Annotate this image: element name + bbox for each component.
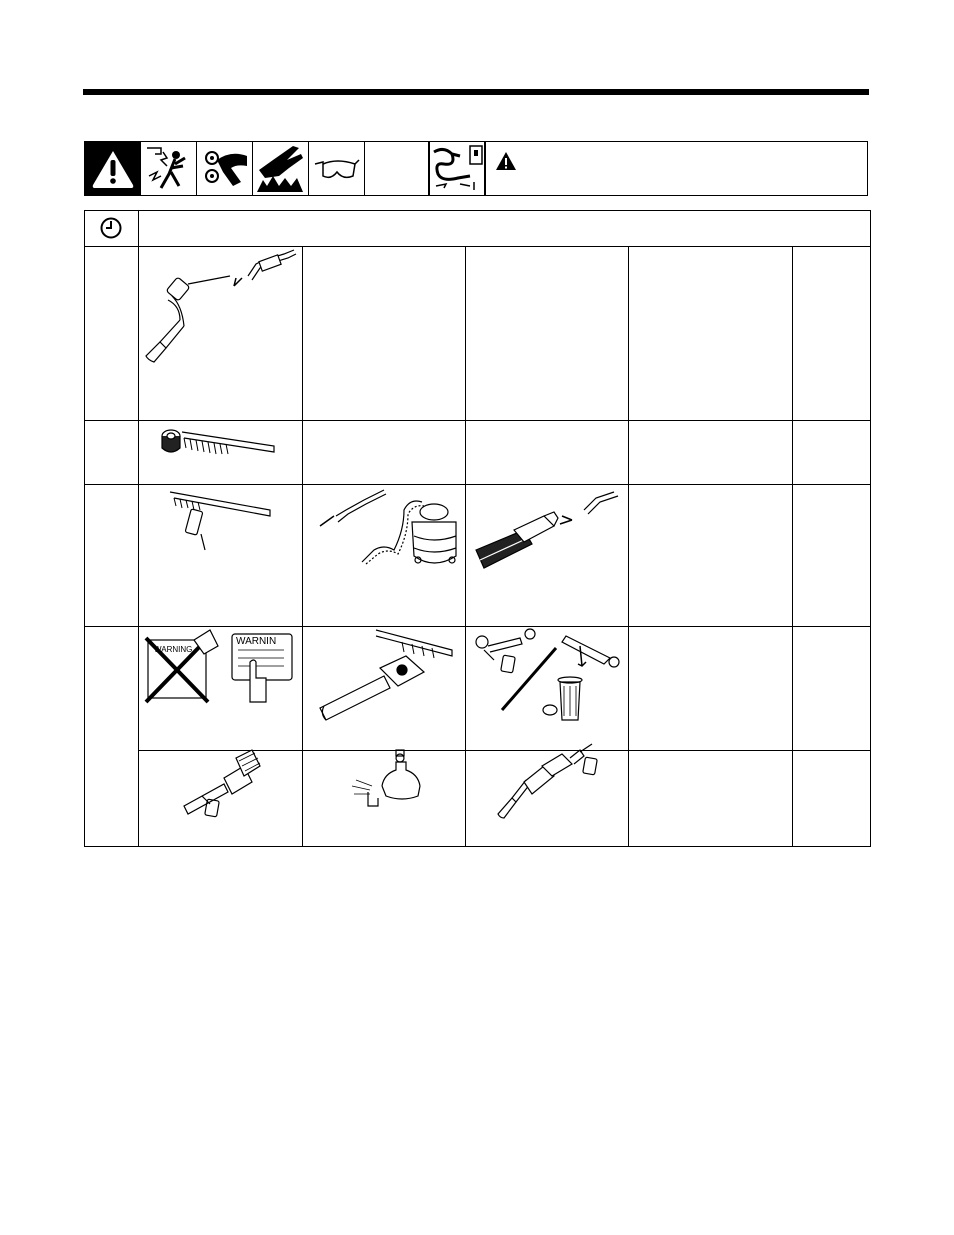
electric-shock-icon [141,142,197,195]
blow-out-contact-tip-icon [476,492,618,568]
check-gun-cable-icon [498,744,597,818]
clean-drive-roll-icon [320,630,452,720]
brush-gun-tip-icon [170,492,270,550]
disconnect-power-icon [429,142,485,195]
safety-glasses-icon [309,142,365,195]
warning-label-bad: WARNING [154,645,193,654]
warning-label-good: WARNIN [236,636,277,647]
clock-icon [102,219,121,238]
check-gun-connector-icon [184,750,260,817]
replace-warning-label-icon [146,630,292,702]
wire-brush-roll-icon [162,430,274,454]
liner-blowout-icon [146,250,296,362]
warning-text-area [485,142,867,195]
blank-icon [365,142,429,195]
replace-cable-icon [476,629,619,720]
maintenance-schedule-table [84,210,871,847]
warning-triangle-icon [85,142,141,195]
hot-parts-icon [253,142,309,195]
safety-banner [84,141,868,196]
moving-parts-icon [197,142,253,195]
small-warning-icon [494,150,518,174]
air-blow-vacuum-icon [320,490,456,564]
top-rule [83,89,869,95]
check-gas-cylinder-icon [352,750,420,806]
